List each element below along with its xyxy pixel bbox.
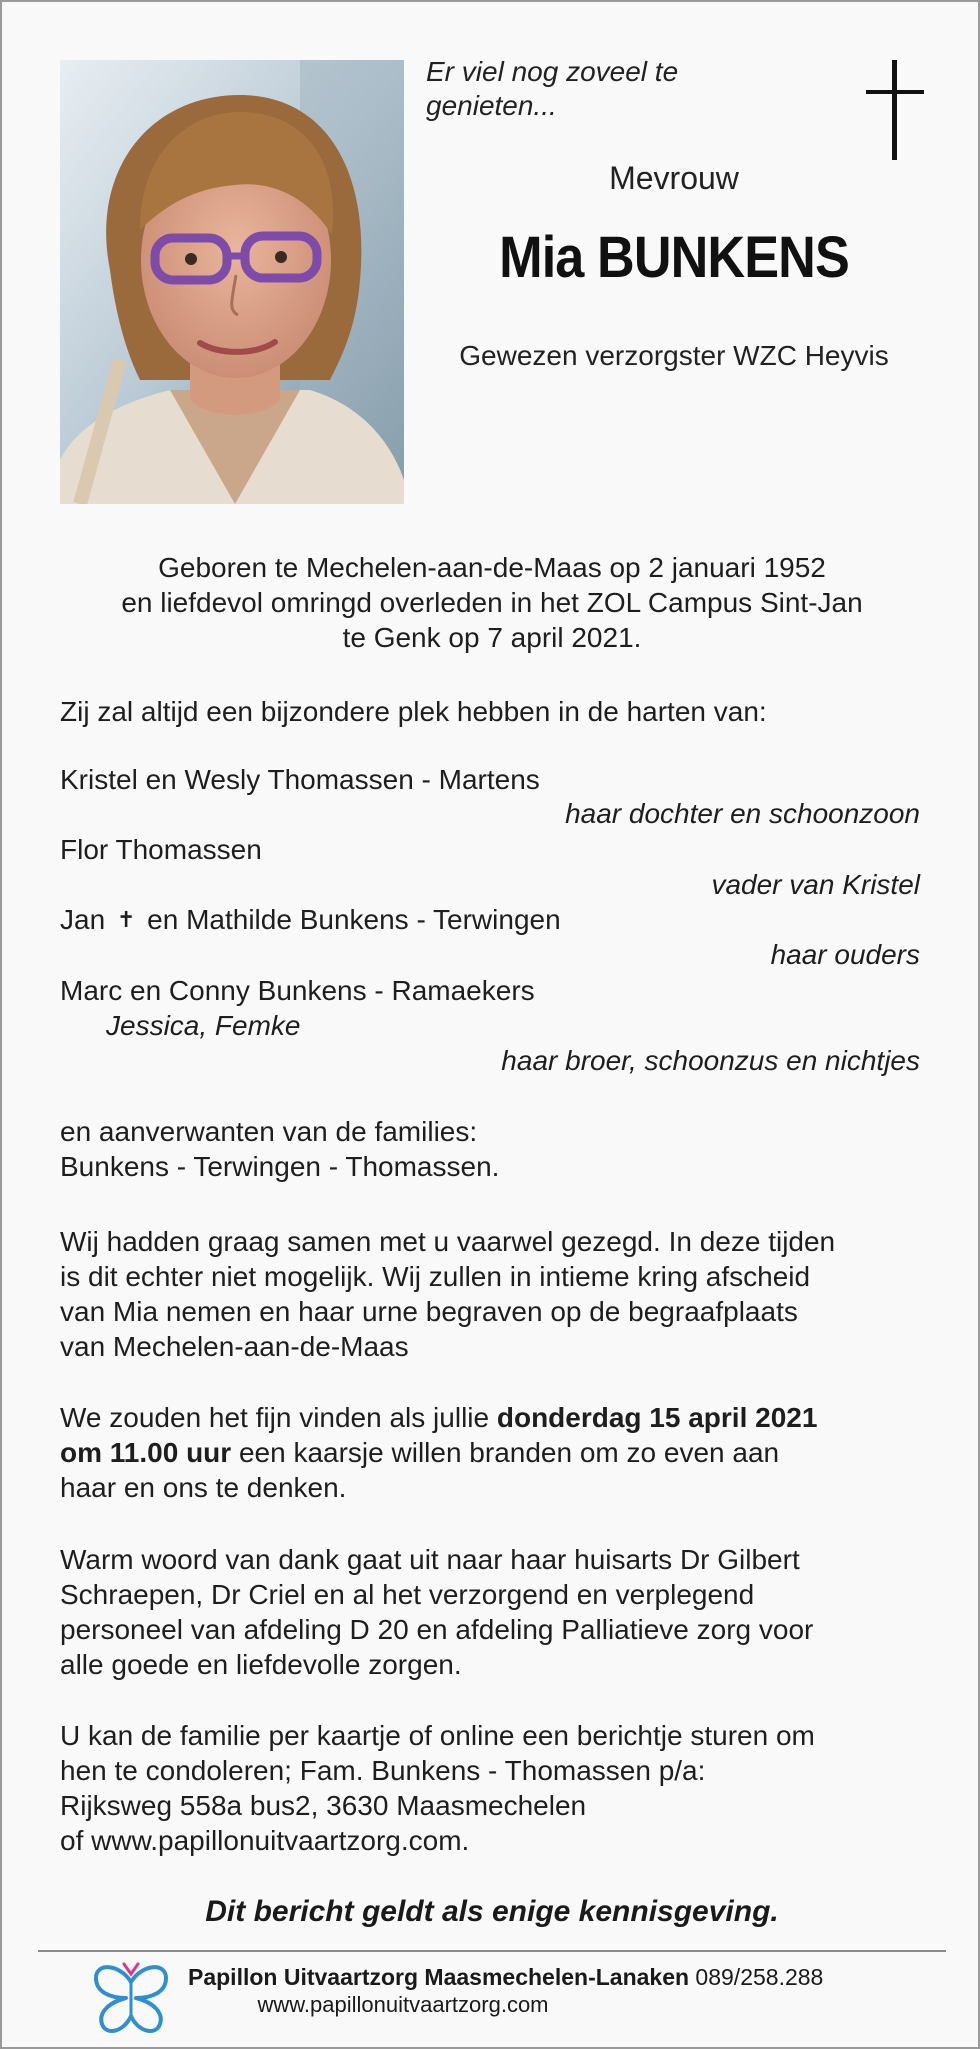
text-line: of www.papillonuitvaartzorg.com. (60, 1825, 470, 1856)
deceased-name: Mia BUNKENS (499, 225, 849, 290)
relatives-text (60, 1114, 924, 1184)
family-member-name: Flor Thomassen (60, 834, 262, 865)
closing-notice: Dit bericht geldt als enige kennisgeving. (205, 1895, 779, 1928)
family-relation: haar broer, schoonzus en nichtjes (501, 1045, 920, 1076)
family-member-name (60, 904, 561, 936)
text-line: haar en ons te denken. (60, 1472, 347, 1503)
time-bold: om 11.00 uur (60, 1437, 232, 1468)
text-line: personeel van afdeling D 20 en afdeling Palliatieve zorg voor (60, 1614, 814, 1645)
text-line: Rijksweg 558a bus2, 3630 Maasmechelen (60, 1790, 587, 1821)
condolence-text (60, 1718, 924, 1858)
text-line (60, 1435, 924, 1470)
motto-line: genieten... (426, 90, 557, 121)
farewell-text (60, 1224, 924, 1364)
family-member-name: Kristel en Wesly Thomassen - Martens (60, 764, 540, 795)
text-line: alle goede en liefdevolle zorgen. (60, 1649, 462, 1680)
text-line: Wij hadden graag samen met u vaarwel gezegd. In deze tijden (60, 1226, 836, 1257)
family-intro: Zij zal altijd een bijzondere plek hebben in de harten van: (60, 696, 767, 727)
funeral-home-name: Papillon Uitvaartzorg Maasmechelen-Lanaken (188, 1964, 690, 1990)
text-line: en liefdevol omringd overleden in het ZOL Campus Sint-Jan (121, 587, 863, 618)
text-line: en aanverwanten van de families: (60, 1116, 478, 1147)
name-part: Jan (60, 904, 106, 935)
text-line: is dit echter niet mogelijk. Wij zullen in intieme kring afscheid (60, 1261, 811, 1292)
text-line: U kan de familie per kaartje of online een berichtje sturen om (60, 1720, 815, 1751)
text-line: te Genk op 7 april 2021. (342, 622, 642, 653)
occupation: Gewezen verzorgster WZC Heyvis (459, 340, 889, 371)
text-line: Schraepen, Dr Criel en al het verzorgend en verplegend (60, 1579, 755, 1610)
date-bold: donderdag 15 april 2021 (496, 1402, 818, 1433)
birth-death-text (60, 550, 924, 655)
portrait-photo (60, 60, 404, 504)
candle-text (60, 1400, 924, 1505)
family-relation: vader van Kristel (711, 869, 920, 900)
family-member-name: Marc en Conny Bunkens - Ramaekers (60, 975, 535, 1006)
family-relation: haar dochter en schoonzoon (565, 798, 920, 829)
text-line: van Mechelen-aan-de-Maas (60, 1331, 409, 1362)
motto-line: Er viel nog zoveel te (426, 56, 679, 87)
motto (426, 55, 756, 123)
text-line: Geboren te Mechelen-aan-de-Maas op 2 januari 1952 (158, 552, 826, 583)
text-line: hen te condoleren; Fam. Bunkens - Thomassen p/a: (60, 1755, 706, 1786)
funeral-home-line (188, 1964, 823, 1991)
text-line: Bunkens - Terwingen - Thomassen. (60, 1151, 500, 1182)
family-relation: haar ouders (770, 939, 920, 970)
butterfly-logo-icon (90, 1960, 172, 2043)
funeral-home-phone: 089/258.288 (689, 1964, 824, 1990)
honorific: Mevrouw (609, 160, 739, 196)
small-cross-icon: ✝ (116, 907, 136, 932)
footer-divider (38, 1950, 946, 1952)
thanks-text (60, 1542, 924, 1682)
latin-cross-icon (866, 60, 924, 165)
name-part: en Mathilde Bunkens - Terwingen (147, 904, 561, 935)
funeral-home-website: www.papillonuitvaartzorg.com (257, 1992, 549, 2017)
text-line: Warm woord van dank gaat uit naar haar huisarts Dr Gilbert (60, 1544, 800, 1575)
text-line (60, 1400, 924, 1435)
text-part: We zouden het fijn vinden als jullie (60, 1402, 497, 1433)
text-line: van Mia nemen en haar urne begraven op de begraafplaats (60, 1296, 798, 1327)
grandchildren-names: Jessica, Femke (106, 1010, 301, 1041)
text-part: een kaarsje willen branden om zo even aan (231, 1437, 780, 1468)
